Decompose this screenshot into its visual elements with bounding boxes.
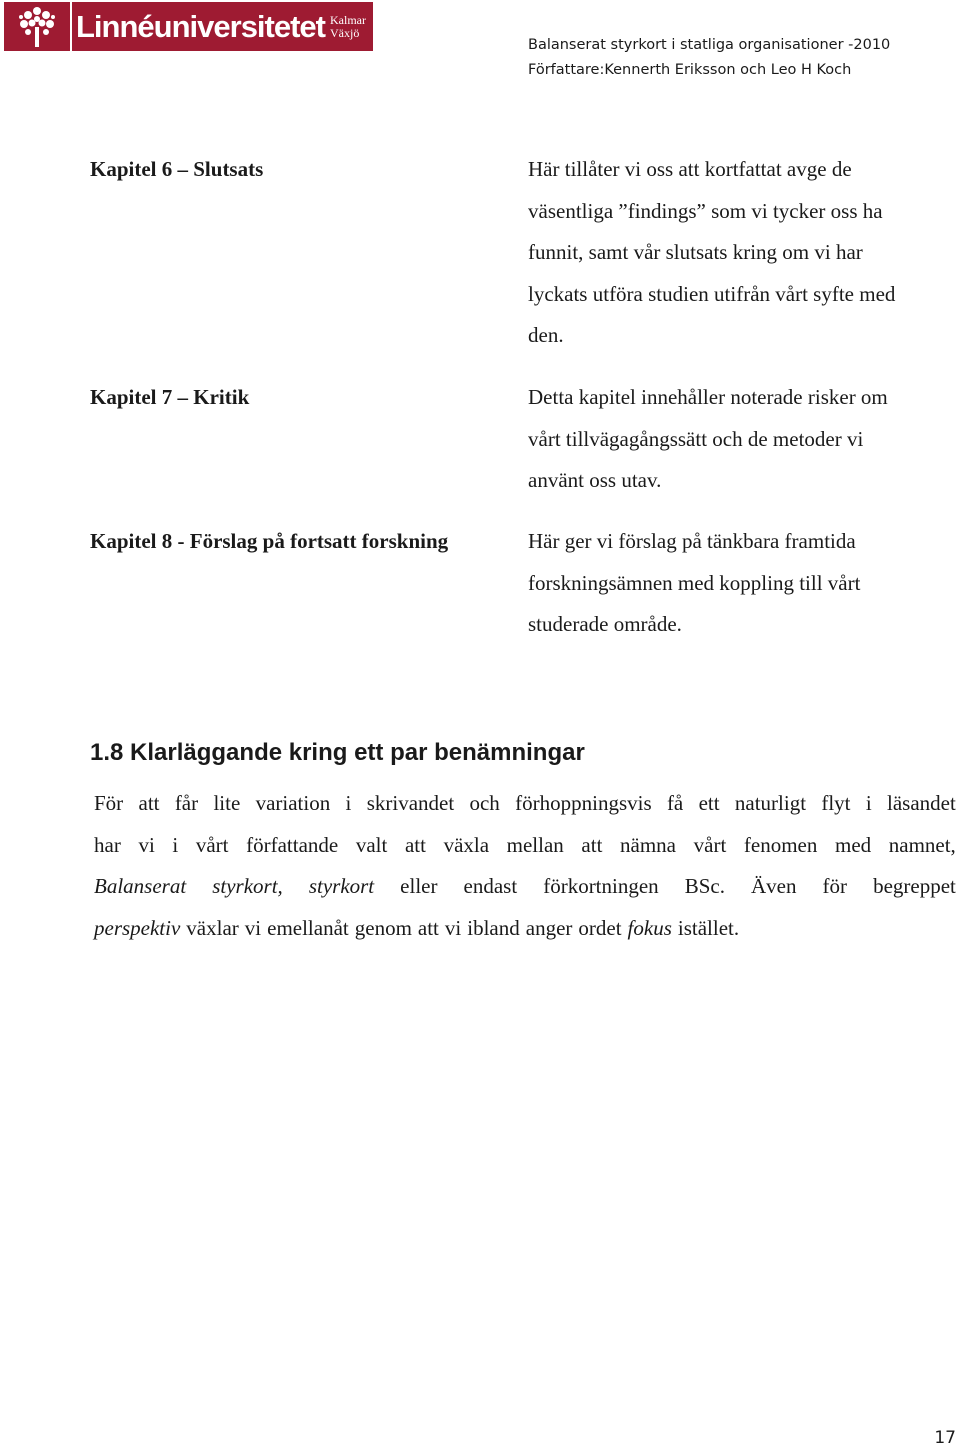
paragraph-word: istället. — [677, 915, 740, 940]
paragraph-word: Balanserat — [94, 874, 187, 898]
paragraph-word: skrivandet — [366, 791, 455, 815]
chapter-title: Kapitel 8 - Förslag på fortsatt forskning — [90, 529, 449, 553]
paragraph-word: eller — [400, 874, 438, 898]
paragraph-word: författande — [246, 832, 339, 857]
chapter-description — [528, 377, 958, 502]
paragraph-word: fenomen — [743, 832, 818, 857]
header-title: Balanserat styrkort i statliga organisationer -2010 — [528, 37, 891, 53]
chapter-description — [528, 149, 958, 357]
paragraph-word: växla — [443, 832, 490, 857]
paragraph-word: nämna — [620, 832, 677, 857]
paragraph-word: Även — [751, 874, 797, 898]
paragraph-word: att — [417, 915, 439, 940]
paragraph-word: emellanåt — [267, 915, 349, 940]
paragraph-word: för — [822, 874, 848, 898]
document-header — [528, 33, 890, 83]
body-paragraph — [94, 783, 956, 949]
header-authors: Författare:Kennerth Eriksson och Leo H Koch — [528, 62, 852, 78]
paragraph-word: har — [94, 832, 121, 857]
tree-icon — [4, 2, 70, 51]
chapter-title: Kapitel 6 – Slutsats — [90, 157, 264, 181]
logo-cities — [330, 14, 366, 40]
paragraph-word: variation — [255, 791, 331, 815]
description-line: Detta kapitel innehåller noterade risker om — [528, 385, 888, 409]
description-line: forskningsämnen med koppling till vårt — [528, 570, 861, 595]
paragraph-word: läsandet — [887, 791, 956, 815]
paragraph-line — [94, 783, 956, 825]
paragraph-word: med — [834, 832, 872, 857]
paragraph-line — [94, 825, 956, 867]
paragraph-word: växlar — [186, 915, 239, 940]
paragraph-word: att — [581, 832, 603, 857]
paragraph-word: förkortningen — [543, 874, 659, 898]
paragraph-line — [94, 866, 956, 908]
paragraph-word: flyt — [821, 791, 851, 815]
description-line: studerade område. — [528, 612, 682, 636]
paragraph-word: ibland — [467, 915, 520, 940]
section-heading: 1.8 Klarläggande kring ett par benämningar — [90, 739, 585, 766]
description-line: använt oss utav. — [528, 468, 662, 492]
paragraph-word: endast — [463, 874, 518, 898]
paragraph-word: och — [469, 791, 500, 815]
paragraph-word: styrkort — [308, 874, 375, 898]
paragraph-word: vårt — [195, 832, 229, 857]
paragraph-word: För — [94, 791, 124, 815]
logo-divider — [70, 2, 72, 51]
paragraph-word: lite — [213, 791, 241, 815]
paragraph-word: naturligt — [734, 791, 807, 815]
paragraph-word: valt — [355, 832, 388, 857]
paragraph-word: anger — [525, 915, 573, 940]
paragraph-word: genom — [354, 915, 412, 940]
university-name: Linnéuniversitetet — [76, 8, 325, 44]
chapter-description — [528, 521, 958, 646]
paragraph-word: vi — [444, 915, 462, 940]
paragraph-word: ordet — [578, 915, 622, 940]
logo-city-kalmar: Kalmar — [330, 12, 366, 27]
university-logo — [4, 2, 373, 51]
paragraph-word: styrkort, — [212, 874, 283, 898]
paragraph-word: att — [404, 832, 426, 857]
logo-city-vaxjo: Växjö — [330, 25, 360, 40]
paragraph-word: vi — [244, 915, 262, 940]
paragraph-word: begreppet — [873, 874, 956, 898]
paragraph-word: namnet, — [888, 832, 956, 857]
paragraph-word: får — [174, 791, 199, 815]
description-line: den. — [528, 323, 564, 347]
paragraph-word: få — [666, 791, 684, 815]
paragraph-word: fokus — [627, 915, 672, 940]
paragraph-word: i — [345, 791, 352, 815]
description-line: vårt tillvägagångssätt och de metoder vi — [528, 426, 864, 451]
description-line: lyckats utföra studien utifrån vårt syfte med — [528, 281, 896, 306]
paragraph-word: vi — [138, 832, 155, 857]
paragraph-word: vårt — [693, 832, 727, 857]
paragraph-word: förhoppningsvis — [515, 791, 652, 815]
paragraph-word: i — [865, 791, 872, 815]
paragraph-word: i — [172, 832, 179, 857]
paragraph-word: mellan — [506, 832, 564, 857]
description-line: väsentliga ”findings” som vi tycker oss ha — [528, 198, 883, 223]
description-line: Här tillåter vi oss att kortfattat avge de — [528, 157, 852, 181]
page-number: 17 — [934, 1428, 956, 1448]
description-line: funnit, samt vår slutsats kring om vi har — [528, 240, 863, 264]
chapter-title: Kapitel 7 – Kritik — [90, 385, 250, 409]
paragraph-word: BSc. — [684, 874, 725, 898]
paragraph-word: perspektiv — [94, 915, 181, 940]
paragraph-word: ett — [698, 791, 720, 815]
description-line: Här ger vi förslag på tänkbara framtida — [528, 529, 856, 553]
paragraph-word: att — [138, 791, 160, 815]
paragraph-line — [94, 908, 956, 950]
